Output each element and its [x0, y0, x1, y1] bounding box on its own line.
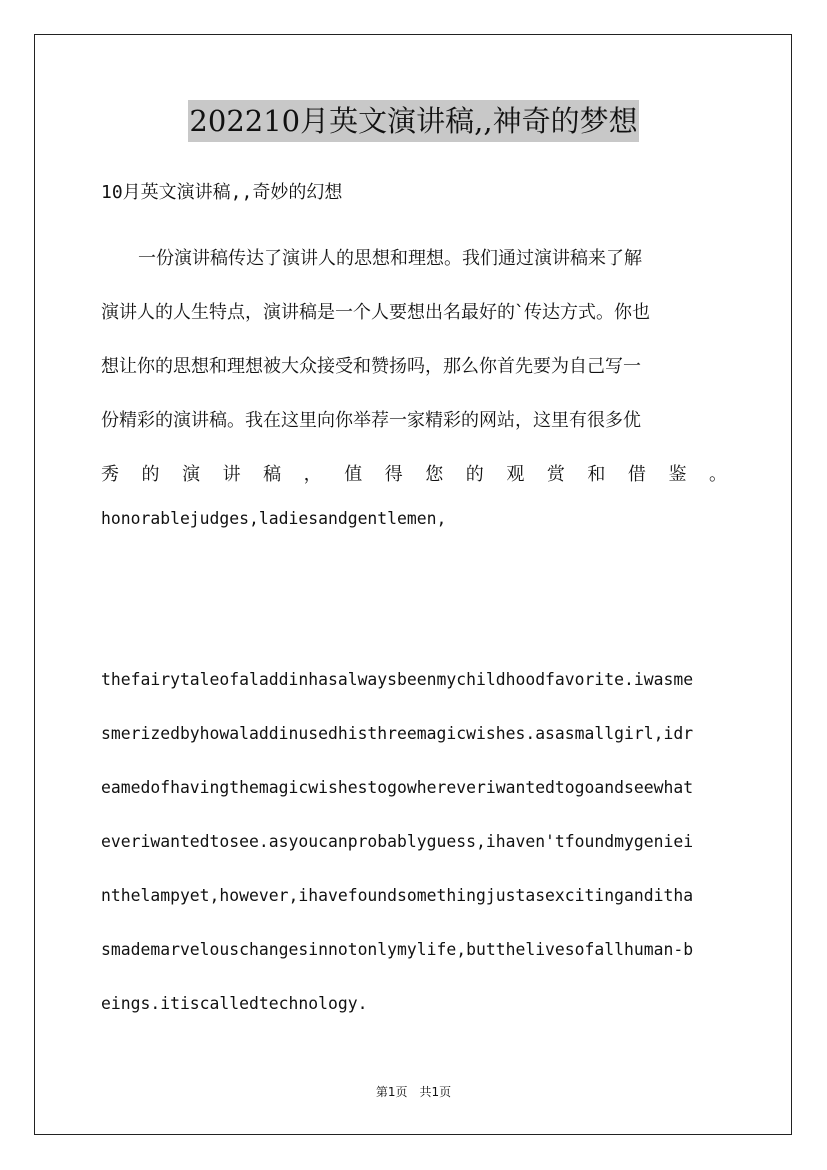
intro-justified-line [101, 448, 727, 502]
document-title: 202210月英文演讲稿,,神奇的梦想 [188, 100, 638, 142]
intro-char: 的 [141, 464, 160, 485]
intro-paragraph [101, 232, 727, 502]
speech-greeting: honorablejudges,ladiesandgentlemen, [101, 509, 447, 528]
page-number: 第1页 [375, 1085, 408, 1099]
intro-line: 份精彩的演讲稿。我在这里向你举荐一家精彩的网站，这里有很多优 [101, 410, 641, 431]
speech-line: eings.itiscalledtechnology. [101, 994, 368, 1013]
intro-char: 值 [344, 464, 363, 485]
intro-char: 。 [708, 464, 727, 485]
intro-char: 您 [425, 464, 444, 485]
intro-char: 的 [465, 464, 484, 485]
speech-line: everiwantedtosee.asyoucanprobablyguess,ihaven'tfoundmygeniei [101, 832, 694, 851]
intro-char: 秀 [101, 464, 119, 485]
speech-line: smademarvelouschangesinnotonlymylife,butthelivesofallhuman-b [101, 940, 694, 959]
intro-char: 借 [627, 464, 646, 485]
speech-line: nthelampyet,however,ihavefoundsomethingjustasexcitinganditha [101, 886, 694, 905]
intro-char: ， [303, 464, 322, 485]
intro-char: 赏 [546, 464, 565, 485]
speech-line: eamedofhavingthemagicwishestogowhereveriwantedtogoandseewhat [101, 778, 694, 797]
intro-char: 演 [182, 464, 201, 485]
speech-body [101, 666, 731, 1044]
intro-line: 想让你的思想和理想被大众接受和赞扬吗，那么你首先要为自己写一 [101, 356, 641, 377]
intro-char: 稿 [263, 464, 282, 485]
speech-line: thefairytaleofaladdinhasalwaysbeenmychildhoodfavorite.iwasme [101, 670, 694, 689]
intro-char: 得 [384, 464, 403, 485]
intro-line: 一份演讲稿传达了演讲人的思想和理想。我们通过演讲稿来了解 [138, 248, 642, 269]
intro-char: 讲 [222, 464, 241, 485]
intro-char: 鉴 [668, 464, 687, 485]
intro-char: 观 [506, 464, 525, 485]
intro-char: 和 [587, 464, 606, 485]
page-total: 共1页 [419, 1085, 452, 1099]
page-footer [0, 1083, 827, 1100]
document-subtitle: 10月英文演讲稿,,奇妙的幻想 [101, 182, 343, 203]
speech-line: smerizedbyhowaladdinusedhisthreemagicwishes.asasmallgirl,idr [101, 724, 694, 743]
intro-line: 演讲人的人生特点，演讲稿是一个人要想出名最好的`传达方式。你也 [101, 302, 650, 323]
title-container [0, 100, 827, 142]
